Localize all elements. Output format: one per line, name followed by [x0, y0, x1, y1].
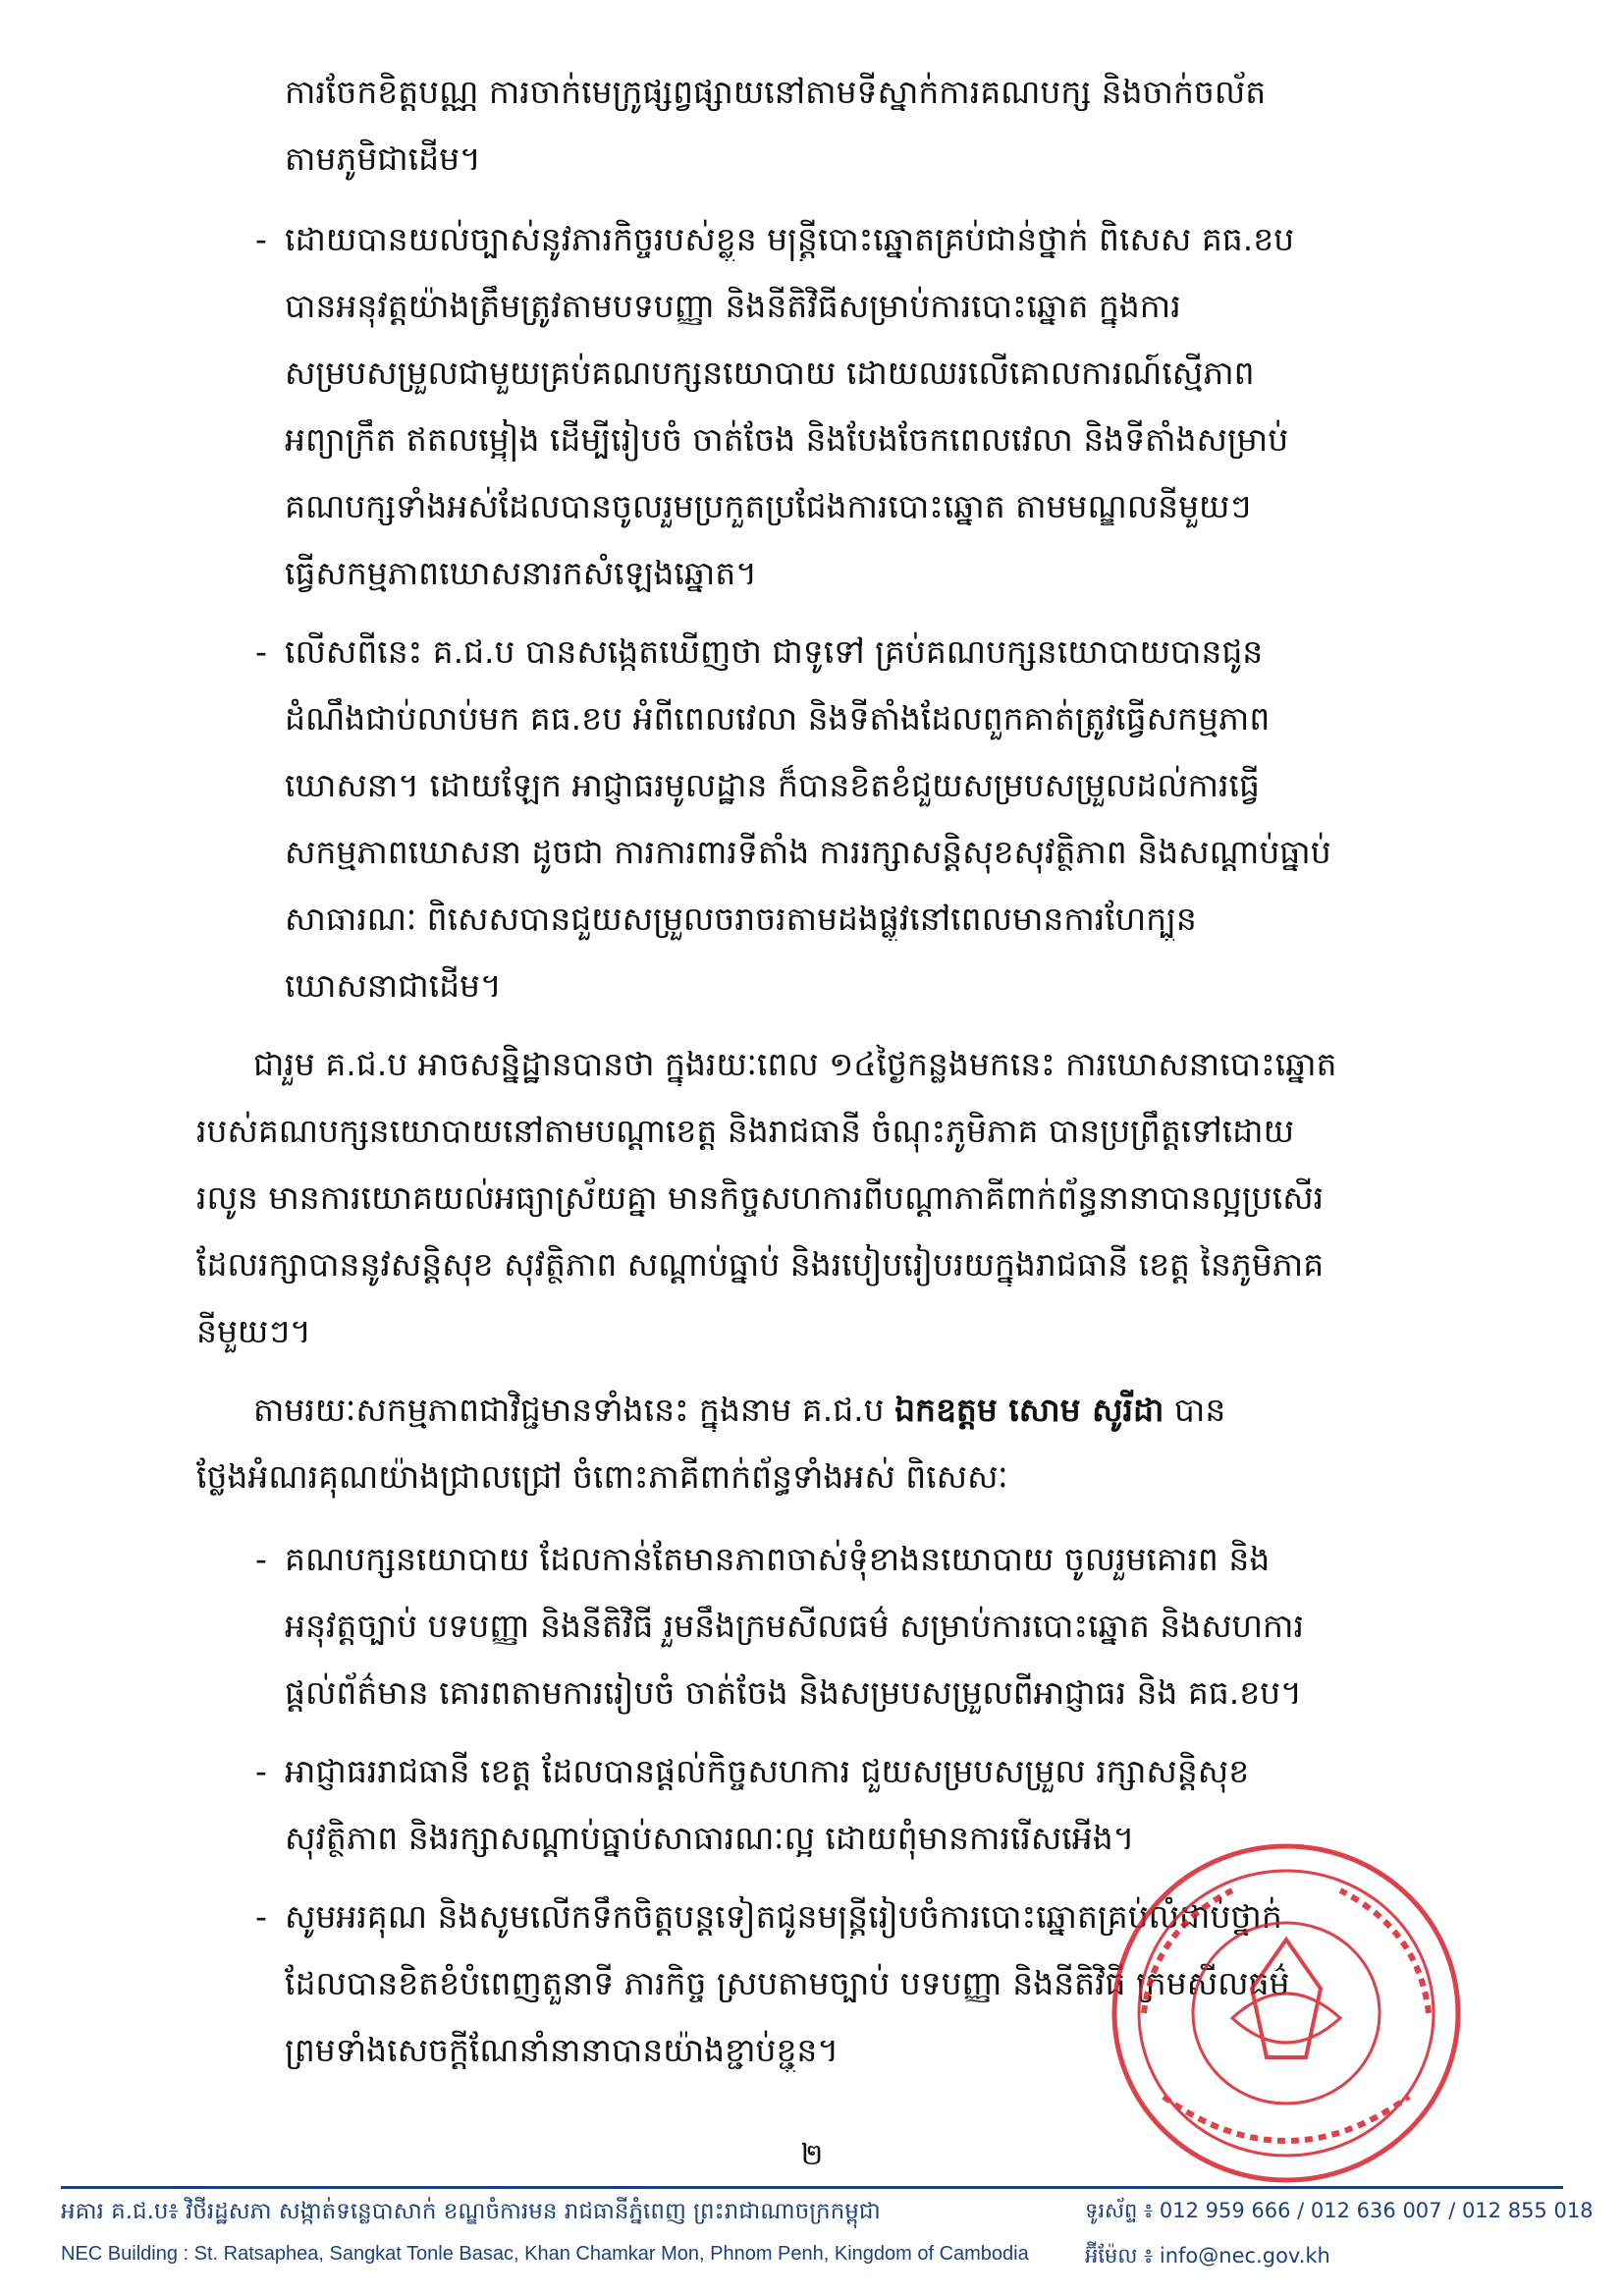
footer-address-english: NEC Building : St. Ratsaphea, Sangkat Tonle Basac, Khan Chamkar Mon, Phnom Penh, Kingdom of Cambodia: [61, 2243, 1029, 2265]
text-line: សូមអរគុណ និងសូមលើកទឹកចិត្តបន្តទៀតជូនមន្ត្រីរៀបចំការបោះឆ្នោតគ្រប់លំដាប់ថ្នាក់: [285, 1897, 1282, 1936]
text-line: អព្យាក្រឹត ឥតលម្អៀង ដើម្បីរៀបចំ ចាត់ចែង និងបែងចែកពេលវេលា និងទីតាំងសម្រាប់: [285, 420, 1289, 459]
paragraph-line: ជារួម គ.ជ.ប អាចសន្និដ្ឋានបានថា ក្នុងរយៈពេល ១៤ថ្ងៃកន្លងមកនេះ ការឃោសនាបោះឆ្នោត: [253, 1045, 1337, 1083]
text-line: ផ្តល់ព័ត៌មាន គោរពតាមការរៀបចំ ចាត់ចែង និងសម្របសម្រួលពីអាជ្ញាធរ និង គធ.ខប។: [285, 1673, 1302, 1712]
bullet-dash: -: [255, 1897, 267, 1936]
bullet-dash: -: [255, 1752, 267, 1790]
paragraph-line: [253, 1389, 1490, 1432]
text-line: បានអនុវត្តយ៉ាងត្រឹមត្រូវតាមបទបញ្ញា និងនីតិវិធីសម្រាប់ការបោះឆ្នោត ក្នុងការ: [285, 287, 1181, 325]
bullet-dash: -: [255, 1540, 267, 1578]
footer-email: អ៊ីម៉ែល ៖ info@nec.gov.kh: [1085, 2244, 1330, 2268]
paragraph-text: បាន: [1164, 1391, 1226, 1429]
text-line: ព្រមទាំងសេចក្តីណែនាំនានាបានយ៉ាងខ្ជាប់ខ្ជួន។: [285, 2031, 839, 2069]
page-number: ២: [800, 2138, 824, 2172]
text-line: ការចែកខិត្តបណ្ណ ការចាក់មេក្រូផ្សព្វផ្សាយនៅតាមទីស្នាក់ការគណបក្ស និងចាក់ចល័ត: [285, 73, 1267, 111]
text-line: សម្របសម្រួលជាមួយគ្រប់គណបក្សនយោបាយ ដោយឈរលើគោលការណ៍ស្មើភាព: [285, 354, 1255, 392]
text-line: អនុវត្តច្បាប់ បទបញ្ញា និងនីតិវិធី រួមនឹងក្រមសីលធម៌ សម្រាប់ការបោះឆ្នោត និងសហការ: [285, 1607, 1304, 1645]
text-line: សុវត្ថិភាព និងរក្សាសណ្តាប់ធ្នាប់សាធារណៈល្អ ដោយពុំមានការរើសអើង។: [285, 1819, 1135, 1857]
bullet-dash: -: [255, 632, 267, 671]
footer-address-khmer: អគារ គ.ជ.ប៖ វិថីរដ្ឋសភា សង្កាត់ទន្លេបាសាក់ ខណ្ឌចំការមន រាជធានីភ្នំពេញ ព្រះរាជាណាចក្រកម្ពុជា: [61, 2199, 881, 2224]
paragraph-line: របស់គណបក្សនយោបាយនៅតាមបណ្តាខេត្ត និងរាជធានី ចំណុះភូមិភាគ បានប្រព្រឹត្តទៅដោយ: [196, 1112, 1294, 1150]
text-line: ឃោសនា។ ដោយឡែក អាជ្ញាធរមូលដ្ឋាន ក៏បានខិតខំជួយសម្របសម្រួលដល់ការធ្វើ: [285, 766, 1260, 804]
text-line: តាមភូមិជាដើម។: [285, 139, 481, 178]
text-line: គណបក្សនយោបាយ ដែលកាន់តែមានភាពចាស់ទុំខាងនយោបាយ ចូលរួមគោរព និង: [285, 1540, 1271, 1578]
paragraph-text: តាមរយៈសកម្មភាពជាវិជ្ជមានទាំងនេះ ក្នុងនាម គ.ជ.ប: [253, 1391, 895, 1429]
text-line: ដែលបានខិតខំបំពេញតួនាទី ភារកិច្ច ស្របតាមច្បាប់ បទបញ្ញា និងនីតិវិធី ក្រមសីលធម៌: [285, 1964, 1290, 2002]
bullet-dash: -: [255, 220, 267, 258]
paragraph-line: ដែលរក្សាបាននូវសន្តិសុខ សុវត្ថិភាព សណ្តាប់ធ្នាប់ និងរបៀបរៀបរយក្នុងរាជធានី ខេត្ត នៃភូមិភាគ: [196, 1245, 1325, 1284]
text-line: ឃោសនាជាដើម។: [285, 966, 502, 1005]
text-line: អាជ្ញាធររាជធានី ខេត្ត ដែលបានផ្តល់កិច្ចសហការ ជួយសម្របសម្រួល រក្សាសន្តិសុខ: [285, 1752, 1250, 1790]
paragraph-line: រលូន មានការយោគយល់អធ្យាស្រ័យគ្នា មានកិច្ចសហការពីបណ្តាភាគីពាក់ព័ន្ធនានាបានល្អប្រសើរ: [196, 1178, 1325, 1217]
text-line: ដោយបានយល់ច្បាស់នូវភារកិច្ចរបស់ខ្លួន មន្ត្រីបោះឆ្នោតគ្រប់ជាន់ថ្នាក់ ពិសេស គធ.ខប: [285, 220, 1295, 258]
honorific-name: ឯកឧត្តម សោម សូរីដា: [894, 1391, 1164, 1429]
text-line: ធ្វើសកម្មភាពឃោសនារកសំឡេងឆ្នោត។: [285, 554, 757, 592]
text-line: គណបក្សទាំងអស់ដែលបានចូលរួមប្រកួតប្រជែងការបោះឆ្នោត តាមមណ្ឌលនីមួយៗ: [285, 487, 1252, 525]
text-line: លើសពីនេះ គ.ជ.ប បានសង្កេតឃើញថា ជាទូទៅ គ្រប់គណបក្សនយោបាយបានជូន: [285, 632, 1264, 671]
footer-divider: [61, 2186, 1563, 2189]
text-line: សកម្មភាពឃោសនា ដូចជា ការការពារទីតាំង ការរក្សាសន្តិសុខសុវត្ថិភាព និងសណ្តាប់ធ្នាប់: [285, 833, 1331, 871]
text-line: សាធារណៈ ពិសេសបានជួយសម្រួលចរាចរតាមដងផ្លូវនៅពេលមានការហែក្បួន: [285, 900, 1197, 938]
paragraph-line: នីមួយៗ។: [196, 1312, 311, 1350]
footer-phone: ទូរស័ព្ទ ៖ 012 959 666 / 012 636 007 / 012 855 018: [1085, 2199, 1594, 2222]
text-line: ដំណឹងជាប់លាប់មក គធ.ខប អំពីពេលវេលា និងទីតាំងដែលពួកគាត់ត្រូវធ្វើសកម្មភាព: [285, 699, 1271, 738]
paragraph-line: ថ្លែងអំណរគុណយ៉ាងជ្រាលជ្រៅ ចំពោះភាគីពាក់ព័ន្ធទាំងអស់ ពិសេសៈ: [196, 1457, 1008, 1496]
